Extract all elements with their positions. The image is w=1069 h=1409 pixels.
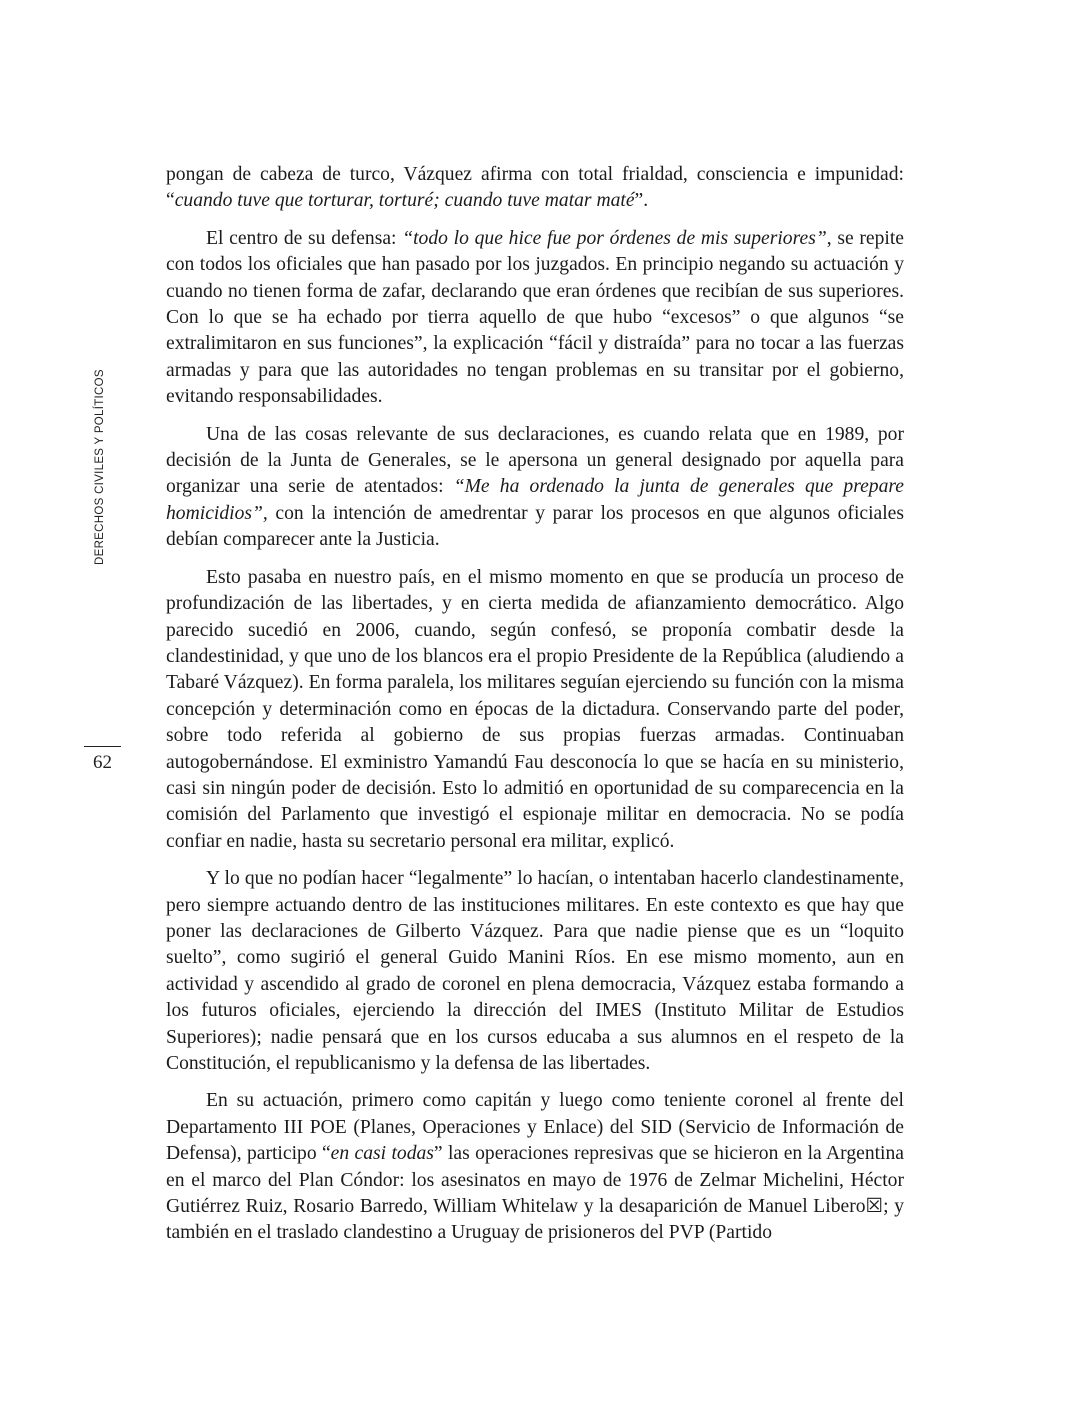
paragraph-3-text-end: con la intención de amedrentar y parar los procesos en que algunos oficiales debían comparecer ante la Justicia. bbox=[166, 502, 904, 551]
paragraph-3 bbox=[166, 422, 904, 554]
paragraph-3-quote: “Me ha ordenado la junta de generales que prepare homicidios”, bbox=[166, 476, 904, 524]
paragraph-2-quote: “todo lo que hice fue por órdenes de mis superiores” bbox=[402, 227, 827, 249]
paragraph-5 bbox=[166, 866, 904, 1077]
paragraph-3-text: Una de las cosas relevante de sus declaraciones, es cuando relata que en 1989, por decisión de la Junta de Generales, se le apersona un general designado por aquella para organizar una serie de atentados: bbox=[166, 423, 904, 498]
page-number: 62 bbox=[93, 752, 112, 773]
paragraph-6-text-end: ” las operaciones represivas que se hicieron en la Argentina en el marco del Plan Cóndor: los asesinatos en mayo de 1976 de Zelmar Michelini, Héctor Gutiérrez Ruiz, Rosario Barredo, William Whitelaw y la desaparición de Manuel Libero☒; y también en el traslado clandestino a Uruguay de prisioneros del PVP (Partido bbox=[166, 1143, 904, 1244]
paragraph-5-text: Y lo que no podían hacer “legalmente” lo hacían, o intentaban hacerlo clandestinamente, pero siempre actuando dentro de las instituciones militares. En este contexto es que hay que poner las declaraciones de Gilberto Vázquez. Para que nadie piense que es un “loquito suelto”, como sugirió el general Guido Manini Ríos. En ese mismo momento, aun en actividad y ascendido al grado de coronel en plena democracia, Vázquez estaba formando a los futuros oficiales, ejerciendo la dirección del IMES (Instituto Militar de Estudios Superiores); nadie pensará que en los cursos educaba a sus alumnos en el respeto de la Constitución, el republicanismo y la defensa de las libertades. bbox=[166, 868, 904, 1074]
paragraph-1-text-end: ”. bbox=[634, 190, 649, 212]
body-text bbox=[166, 162, 904, 1258]
paragraph-4 bbox=[166, 565, 904, 855]
section-running-head: DERECHOS CIVILES Y POLÍTICOS bbox=[94, 369, 106, 565]
paragraph-1-quote: cuando tuve que torturar, torturé; cuando tuve matar maté bbox=[174, 190, 635, 212]
page-number-rule bbox=[84, 746, 121, 747]
paragraph-2-text-end: , se repite con todos los oficiales que han pasado por los juzgados. En principio negando su actuación y cuando no tienen forma de zafar, declarando que eran órdenes que recibían de sus superiores. Con lo que se ha echado por tierra aquello de que hubo “excesos” o que algunos “se extralimitaron en sus funciones”, la explicación “fácil y distraída” para no tocar a las fuerzas armadas y para que las autoridades no tengan problemas en su transitar por el gobierno, evitando responsabilidades. bbox=[166, 227, 904, 408]
paragraph-4-text: Esto pasaba en nuestro país, en el mismo momento en que se producía un proceso de profundización de las libertades, y en cierta medida de afianzamiento democrático. Algo parecido sucedió en 2006, cuando, según confesó, se proponía combatir desde la clandestinidad, y que uno de los blancos era el propio Presidente de la República (aludiendo a Tabaré Vázquez). En forma paralela, los militares seguían ejerciendo su función con la misma concepción y determinación como en épocas de la dictadura. Conservando parte del poder, sobre todo referida al gobierno de sus propias fuerzas armadas. Continuaban autogobernándose. El exministro Yamandú Fau desconocía lo que se hacía en su ministerio, casi sin ningún poder de decisión. Esto lo admitió en oportunidad de su comparecencia en la comisión del Parlamento que investigó el espionaje militar en democracia. No se podía confiar en nadie, hasta su secretario personal era militar, explicó. bbox=[166, 566, 904, 852]
paragraph-2 bbox=[166, 226, 904, 411]
paragraph-1 bbox=[166, 162, 904, 215]
paragraph-2-text: El centro de su defensa: bbox=[206, 227, 403, 249]
paragraph-6-text: En su actuación, primero como capitán y luego como teniente coronel al frente del Departamento III POE (Planes, Operaciones y Enlace) del SID (Servicio de Información de Defensa), participo “ bbox=[166, 1090, 904, 1165]
paragraph-6 bbox=[166, 1088, 904, 1246]
paragraph-1-text: pongan de cabeza de turco, Vázquez afirma con total frialdad, consciencia e impunidad: “ bbox=[166, 164, 904, 212]
paragraph-6-quote: en casi todas bbox=[330, 1143, 434, 1165]
